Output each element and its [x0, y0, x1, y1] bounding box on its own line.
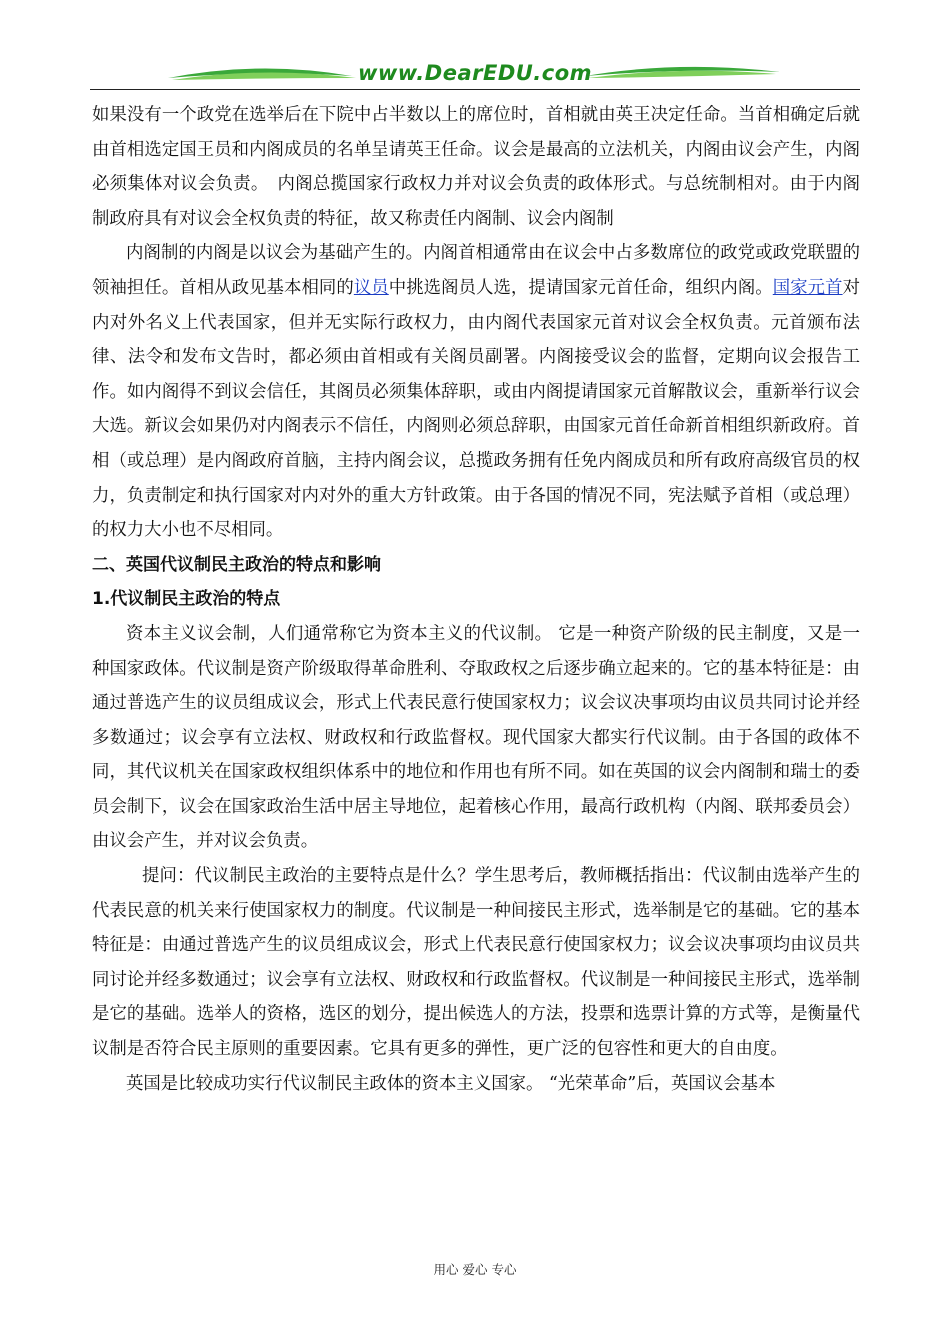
paragraph: 提问：代议制民主政治的主要特点是什么？学生思考后，教师概括指出：代议制由选举产生的代表民意的机关来行使国家权力的制度。代议制是一种间接民主形式，选举制是它的基础。它的基本特征是：由通过普选产生的议员组成议会，形式上代表民意行使国家权力；议会议决事项均由议员共同讨论并经多数通过；议会享有立法权、财政权和行政监督权。代议制是一种间接民主形式，选举制是它的基础。选举人的资格，选区的划分，提出候选人的方法，投票和选票计算的方式等，是衡量代议制是否符合民主原则的重要因素。它具有更多的弹性，更广泛的包容性和更大的自由度。: [92, 866, 860, 1060]
paragraph: 如果没有一个政党在选举后在下院中占半数以上的席位时，首相就由英王决定任命。当首相确定后就由首相选定国王员和内阁成员的名单呈请英王任命。议会是最高的立法机关，内阁由议会产生，内阁必须集体对议会负责。 内阁总揽国家行政权力并对议会负责的政体形式。与总统制相对。由于内阁制政府具有对议会全权负责的特征，故又称责任内阁制、议会内阁制: [92, 105, 860, 229]
paragraph: [92, 236, 860, 547]
subsection-heading: 1.代议制民主政治的特点: [92, 589, 281, 610]
link-yiyuan[interactable]: 议员: [353, 277, 389, 298]
paragraph: 资本主义议会制，人们通常称它为资本主义的代议制。 它是一种资产阶级的民主制度，又是一种国家政体。代议制是资产阶级取得革命胜利、夺取政权之后逐步确立起来的。它的基本特征是：由通过普选产生的议员组成议会，形式上代表民意行使国家权力；议会议决事项均由议员共同讨论并经多数通过；议会享有立法权、财政权和行政监督权。现代国家大都实行代议制。由于各国的政体不同，其代议机关在国家政权组织体系中的地位和作用也有所不同。如在英国的议会内阁制和瑞士的委员会制下，议会在国家政治生活中居主导地位，起着核心作用，最高行政机构（内阁、联邦委员会）由议会产生，并对议会负责。: [92, 623, 860, 852]
document-body: [92, 98, 860, 1101]
link-guojia-yuanshou[interactable]: 国家元首: [772, 277, 843, 298]
text-span: 内阁制的内阁是以议会为基础产生的。内阁首相通常由在议会中占多数席位的政党或政党联盟的领袖担任。首相从政见基本相同的: [92, 243, 860, 298]
header-logo-banner: [90, 58, 860, 92]
text-span: 中挑选阁员人选，提请国家元首任命，组织内阁。: [388, 277, 773, 298]
paragraph: 英国是比较成功实行代议制民主政体的资本主义国家。 “光荣革命”后，英国议会基本: [126, 1073, 776, 1094]
header-divider: [90, 89, 860, 90]
site-logo-text: www.DearEDU.com: [357, 61, 593, 85]
page-footer: 用心 爱心 专心: [433, 1262, 517, 1277]
section-heading: 二、英国代议制民主政治的特点和影响: [92, 554, 381, 575]
text-span: 对内对外名义上代表国家，但并无实际行政权力，由内阁代表国家元首对议会全权负责。元首颁布法律、法令和发布文告时，都必须由首相或有关阁员副署。内阁接受议会的监督，定期向议会报告工作。如内阁得不到议会信任，其阁员必须集体辞职，或由内阁提请国家元首解散议会，重新举行议会大选。新议会如果仍对内阁表示不信任，内阁则必须总辞职，由国家元首任命新首相组织新政府。首相（或总理）是内阁政府首脑，主持内阁会议，总揽政务拥有任免内阁成员和所有政府高级官员的权力，负责制定和执行国家对内对外的重大方针政策。由于各国的情况不同，宪法赋予首相（或总理）的权力大小也不尽相同。: [92, 277, 860, 541]
